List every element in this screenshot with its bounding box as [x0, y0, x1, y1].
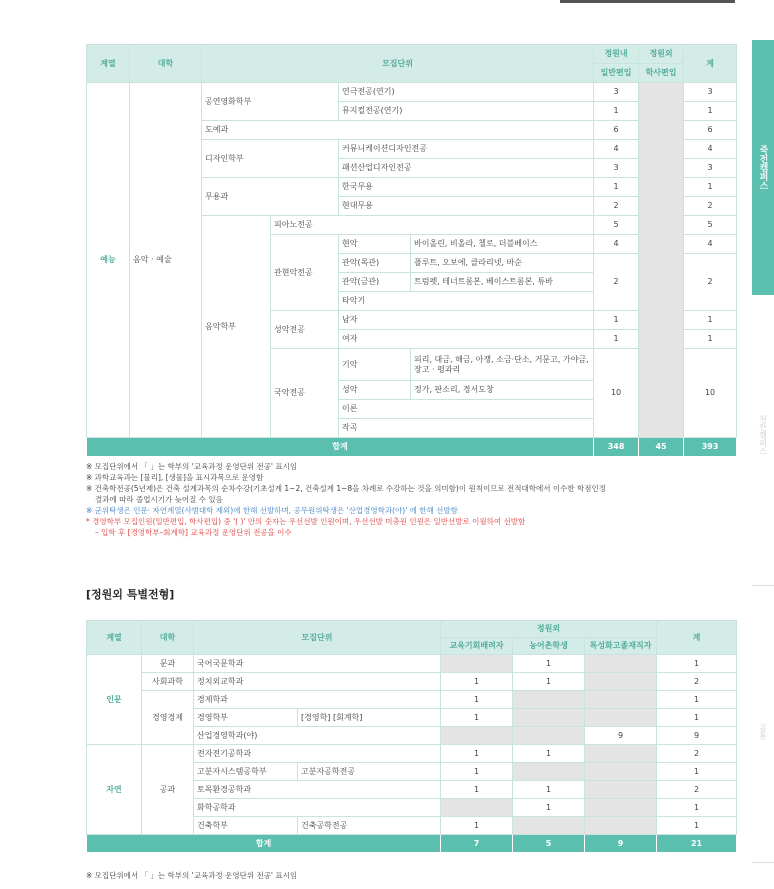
college-liberal: 문과	[142, 655, 194, 673]
unit-musical: 뮤지컬전공(연기)	[339, 102, 594, 121]
cell-total: 1	[684, 330, 737, 349]
header-category: 계열	[87, 45, 130, 83]
cell-regular: 1	[594, 102, 639, 121]
cell-total: 1	[657, 655, 737, 673]
unit-strings-instruments: 바이올린, 비올라, 첼로, 더블베이스	[411, 235, 594, 254]
cell-empty	[585, 799, 657, 817]
cell-edu: 1	[441, 673, 513, 691]
cell-total: 1	[657, 709, 737, 727]
header-bachelor-transfer: 학사편입	[639, 64, 684, 83]
unit-polymer: 고분자시스템공학부	[194, 763, 298, 781]
cell-total: 6	[684, 121, 737, 140]
cell-rural: 1	[513, 655, 585, 673]
category-arts: 예능	[87, 83, 130, 438]
unit-music-dept: 음악학부	[202, 216, 271, 438]
cell-rural: 1	[513, 745, 585, 763]
unit-woodwind-instruments: 플루트, 오보에, 클라리넷, 바순	[411, 254, 594, 273]
cell-empty	[513, 727, 585, 745]
notes-section-2	[86, 870, 746, 881]
unit-economics: 경제학과	[194, 691, 441, 709]
total-regular: 348	[594, 438, 639, 457]
cell-total: 1	[657, 817, 737, 835]
unit-orchestra: 관현악전공	[271, 235, 339, 311]
unit-business-major: [경영학] [회계학]	[298, 709, 441, 727]
unit-theory: 이론	[339, 400, 594, 419]
cell-total: 2	[657, 673, 737, 691]
category-humanities: 인문	[87, 655, 142, 745]
total-label: 합계	[87, 835, 441, 853]
side-divider	[752, 585, 774, 586]
total-edu: 7	[441, 835, 513, 853]
unit-korean-music: 국악전공	[271, 349, 339, 438]
regular-transfer-table	[86, 44, 737, 457]
cell-total: 1	[657, 763, 737, 781]
cell-regular: 4	[594, 140, 639, 159]
header-unit: 모집단위	[202, 45, 594, 83]
header-total: 계	[684, 45, 737, 83]
notes-section-1	[86, 461, 746, 538]
cell-regular: 1	[594, 330, 639, 349]
total-all: 393	[684, 438, 737, 457]
cell-regular: 1	[594, 178, 639, 197]
cell-regular: 10	[594, 349, 639, 438]
college-business: 경영경제	[142, 691, 194, 745]
cell-rural: 1	[513, 799, 585, 817]
cell-edu: 1	[441, 709, 513, 727]
note-item: * 경영학부 모집인원(일반편입, 학사편입) 중 '( )' 안의 숫자는 우선선발 인원이며, 우선선발 미충원 인원은 일반선발로 이월하여 선발함	[86, 517, 526, 526]
cell-edu: 1	[441, 691, 513, 709]
unit-female: 여자	[339, 330, 594, 349]
total-label: 합계	[87, 438, 594, 457]
unit-architecture-major: 건축공학전공	[298, 817, 441, 835]
header-out-quota: 정원외	[441, 621, 657, 638]
cell-total: 2	[657, 781, 737, 799]
cell-regular: 1	[594, 311, 639, 330]
cell-rural: 1	[513, 673, 585, 691]
cell-edu: 1	[441, 763, 513, 781]
cell-empty	[585, 655, 657, 673]
note-item: 결과에 따라 졸업시기가 늦어질 수 있음	[95, 495, 223, 504]
total-rural: 5	[513, 835, 585, 853]
cell-regular: 3	[594, 159, 639, 178]
cell-regular: 2	[594, 254, 639, 311]
header-college: 대학	[142, 621, 194, 655]
cell-rural: 1	[513, 781, 585, 799]
cell-total: 3	[684, 159, 737, 178]
cell-regular: 3	[594, 83, 639, 102]
cell-total: 4	[684, 140, 737, 159]
unit-electrical: 전자전기공학과	[194, 745, 441, 763]
cell-empty	[441, 727, 513, 745]
unit-korean-lit: 국어국문학과	[194, 655, 441, 673]
note-item: ※ 군위탁생은 인문· 자연계열(사범대학 제외)에 한해 선발하며, 공무원위탁생은 '산업경영학과(야)' 에 한해 선발함	[86, 506, 458, 515]
cell-total: 2	[657, 745, 737, 763]
cell-vocational: 9	[585, 727, 657, 745]
unit-instrument-detail: 피리, 대금, 해금, 아쟁, 소금·단소, 거문고, 가야금, 장고 · 평과리	[411, 349, 594, 381]
unit-architecture: 건축학부	[194, 817, 298, 835]
note-item: ※ 모집단위에서 「 」는 학부의 '교육과정 운영단위 전공' 표시임	[86, 871, 298, 880]
cell-total: 1	[684, 311, 737, 330]
cell-empty	[513, 709, 585, 727]
header-unit: 모집단위	[194, 621, 441, 655]
unit-civil: 토목환경공학과	[194, 781, 441, 799]
unit-km-vocal-detail: 정가, 판소리, 경서도창	[411, 381, 594, 400]
note-item: ※ 모집단위에서 「 」는 학부의 '교육과정 운영단위 전공' 표시임	[86, 462, 298, 471]
cell-total: 10	[684, 349, 737, 438]
unit-brass-instruments: 트럼펫, 테너트롬본, 베이스트롬본, 튜바	[411, 273, 594, 292]
cell-total: 2	[684, 197, 737, 216]
unit-business: 경영학부	[194, 709, 298, 727]
total-vocational: 9	[585, 835, 657, 853]
side-tab-cheonan[interactable]: 천안캠퍼스	[758, 415, 768, 455]
unit-brass: 관악(금관)	[339, 273, 411, 292]
header-total: 계	[657, 621, 737, 655]
unit-politics: 정치외교학과	[194, 673, 441, 691]
cell-regular: 6	[594, 121, 639, 140]
header-vocational-worker: 특성화고졸재직자	[585, 638, 657, 655]
unit-comm-design: 커뮤니케이션디자인전공	[339, 140, 594, 159]
side-divider	[752, 862, 774, 863]
unit-industrial-mgmt: 산업경영학과(야)	[194, 727, 441, 745]
cell-total: 2	[684, 254, 737, 311]
cell-total: 4	[684, 235, 737, 254]
unit-km-vocal: 성악	[339, 381, 411, 400]
cell-edu: 1	[441, 817, 513, 835]
unit-woodwind: 관악(목관)	[339, 254, 411, 273]
header-college: 대학	[130, 45, 202, 83]
cell-empty	[513, 817, 585, 835]
header-category: 계열	[87, 621, 142, 655]
cell-regular: 4	[594, 235, 639, 254]
header-rural-student: 농어촌학생	[513, 638, 585, 655]
header-in-quota: 정원내	[594, 45, 639, 64]
cell-regular: 5	[594, 216, 639, 235]
cell-bachelor-empty	[639, 83, 684, 438]
note-item: – 입학 후 [경영학부–회계학] 교육과정 운영단위 전공을 이수	[95, 528, 292, 537]
unit-strings: 현악	[339, 235, 411, 254]
note-item: ※ 과학교육과는 [물리], [생물]을 표시과목으로 운영함	[86, 473, 264, 482]
unit-modern-dance: 현대무용	[339, 197, 594, 216]
cell-total: 1	[657, 691, 737, 709]
side-tab-common[interactable]: 공통	[758, 724, 768, 740]
cell-empty	[585, 709, 657, 727]
side-tab-jukjeon[interactable]: 죽전캠퍼스	[752, 40, 774, 295]
unit-male: 남자	[339, 311, 594, 330]
cell-empty	[585, 673, 657, 691]
college-music-arts: 음악 · 예술	[130, 83, 202, 438]
cell-total: 9	[657, 727, 737, 745]
cell-regular: 2	[594, 197, 639, 216]
cell-empty	[585, 817, 657, 835]
header-out-quota: 정원외	[639, 45, 684, 64]
unit-acting: 연극전공(연기)	[339, 83, 594, 102]
total-all: 21	[657, 835, 737, 853]
cell-empty	[513, 691, 585, 709]
unit-korean-dance: 한국무용	[339, 178, 594, 197]
unit-instrument: 기악	[339, 349, 411, 381]
unit-polymer-major: 고분자공학전공	[298, 763, 441, 781]
cell-empty	[585, 781, 657, 799]
cell-empty	[585, 745, 657, 763]
unit-piano: 피아노전공	[271, 216, 594, 235]
cell-total: 3	[684, 83, 737, 102]
cell-empty	[585, 691, 657, 709]
cell-total: 1	[657, 799, 737, 817]
college-social: 사회과학	[142, 673, 194, 691]
header-regular-transfer: 일반편입	[594, 64, 639, 83]
unit-chemical: 화학공학과	[194, 799, 441, 817]
header-edu-opportunity: 교육기회배려자	[441, 638, 513, 655]
unit-dance-dept: 무용과	[202, 178, 339, 216]
unit-percussion: 타악기	[339, 292, 594, 311]
unit-design-dept: 디자인학부	[202, 140, 339, 178]
total-bachelor: 45	[639, 438, 684, 457]
cell-edu: 1	[441, 745, 513, 763]
section-title-special: [정원외 특별전형]	[86, 588, 175, 601]
unit-composition: 작곡	[339, 419, 594, 438]
unit-fashion: 패션산업디자인전공	[339, 159, 594, 178]
cell-total: 1	[684, 102, 737, 121]
unit-film-dept: 공연영화학부	[202, 83, 339, 121]
unit-vocal: 성악전공	[271, 311, 339, 349]
cell-total: 5	[684, 216, 737, 235]
cell-empty	[441, 799, 513, 817]
top-header-rule	[560, 0, 735, 3]
college-engineering: 공과	[142, 745, 194, 835]
special-admission-table	[86, 620, 737, 853]
cell-empty	[441, 655, 513, 673]
note-item: ※ 건축학전공(5년제)은 건축 설계과목의 순차수강(기초설계 1~2, 건축설계 1~8을 차례로 수강하는 것을 의미함)이 원칙이므로 전적대학에서 이수한 학점인정	[86, 484, 607, 493]
category-science: 자연	[87, 745, 142, 835]
cell-total: 1	[684, 178, 737, 197]
cell-edu: 1	[441, 781, 513, 799]
unit-ceramics: 도예과	[202, 121, 594, 140]
cell-empty	[585, 763, 657, 781]
cell-empty	[513, 763, 585, 781]
